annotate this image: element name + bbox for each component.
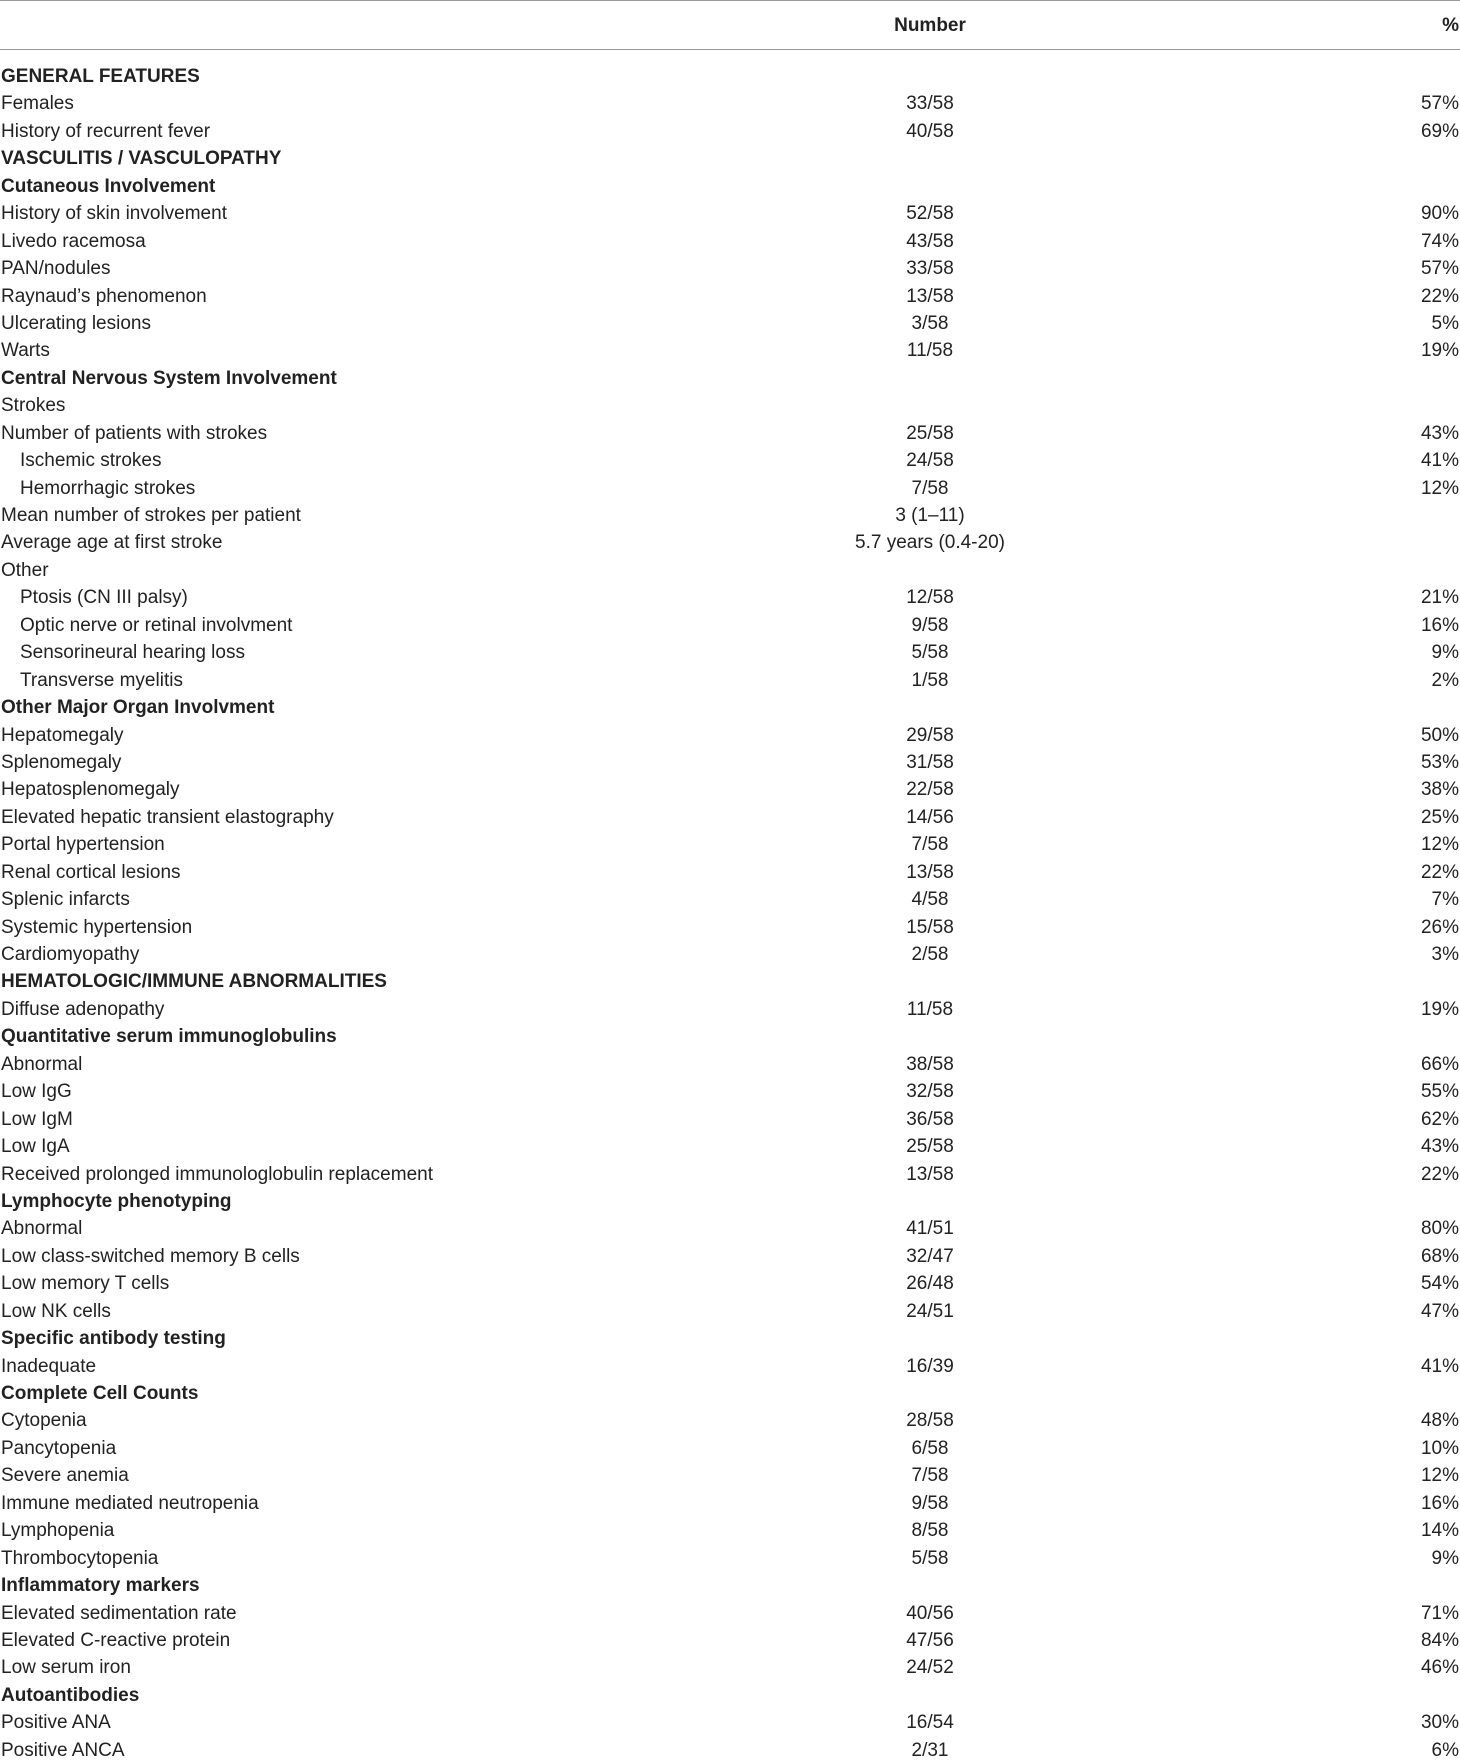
row-label: Warts bbox=[1, 340, 50, 362]
row-label: Sensorineural hearing loss bbox=[20, 642, 245, 664]
row-percent: 2% bbox=[1431, 669, 1459, 691]
row-percent: 50% bbox=[1420, 724, 1459, 746]
table-row bbox=[0, 996, 1460, 1023]
table-row bbox=[0, 1161, 1460, 1188]
row-label: Lymphocyte phenotyping bbox=[1, 1190, 232, 1212]
row-label: Received prolonged immunologlobulin replacement bbox=[1, 1163, 433, 1185]
table-row bbox=[0, 1462, 1460, 1489]
row-number: 5/58 bbox=[911, 1547, 949, 1569]
row-number: 3/58 bbox=[911, 312, 949, 334]
row-number: 38/58 bbox=[906, 1053, 954, 1075]
row-label: Ulcerating lesions bbox=[1, 312, 151, 334]
row-label: Other bbox=[1, 559, 49, 581]
row-number: 5.7 years (0.4-20) bbox=[855, 532, 1005, 554]
row-label: Diffuse adenopathy bbox=[1, 998, 165, 1020]
row-number: 33/58 bbox=[906, 258, 954, 280]
table-row bbox=[0, 1215, 1460, 1242]
table-row bbox=[0, 831, 1460, 858]
table-row bbox=[0, 1545, 1460, 1572]
section-heading-row bbox=[0, 1325, 1460, 1352]
row-label: Low IgM bbox=[1, 1108, 73, 1130]
row-number: 15/58 bbox=[906, 916, 954, 938]
table-body bbox=[0, 50, 1460, 1764]
section-heading-row bbox=[0, 1380, 1460, 1407]
row-percent: 26% bbox=[1420, 916, 1459, 938]
row-number: 24/51 bbox=[906, 1300, 954, 1322]
section-heading-row bbox=[0, 968, 1460, 995]
row-number: 3 (1–11) bbox=[895, 505, 965, 526]
row-label: Quantitative serum immunoglobulins bbox=[1, 1026, 337, 1048]
row-label: Low memory T cells bbox=[1, 1273, 170, 1295]
table-row bbox=[0, 420, 1460, 447]
row-number: 24/52 bbox=[906, 1657, 954, 1679]
row-label: Cytopenia bbox=[1, 1410, 87, 1432]
row-label: Low NK cells bbox=[1, 1300, 111, 1322]
row-label: Elevated sedimentation rate bbox=[1, 1602, 237, 1624]
row-number: 6/58 bbox=[911, 1437, 949, 1459]
row-percent: 55% bbox=[1420, 1081, 1459, 1103]
table-row bbox=[0, 118, 1460, 145]
table-row bbox=[0, 1078, 1460, 1105]
row-percent: 12% bbox=[1420, 477, 1459, 499]
table-row bbox=[0, 1490, 1460, 1517]
row-number: 4/58 bbox=[911, 889, 949, 911]
row-label: Splenic infarcts bbox=[1, 889, 130, 911]
row-number: 47/56 bbox=[906, 1629, 954, 1651]
row-number: 9/58 bbox=[911, 1492, 949, 1514]
row-number: 24/58 bbox=[906, 450, 954, 472]
row-percent: 7% bbox=[1431, 889, 1459, 911]
row-number: 25/58 bbox=[906, 422, 954, 444]
table-row bbox=[0, 612, 1460, 639]
table-row bbox=[0, 1709, 1460, 1736]
row-percent: 22% bbox=[1420, 861, 1459, 883]
table-row bbox=[0, 200, 1460, 227]
row-label: Raynaud’s phenomenon bbox=[1, 285, 207, 307]
table-row bbox=[0, 557, 1460, 584]
row-number: 36/58 bbox=[906, 1108, 954, 1130]
section-heading-row bbox=[0, 173, 1460, 200]
row-number: 32/58 bbox=[906, 1081, 954, 1103]
table-row bbox=[0, 475, 1460, 502]
row-number: 13/58 bbox=[906, 861, 954, 883]
table-row bbox=[0, 392, 1460, 419]
row-number: 9/58 bbox=[911, 614, 949, 636]
row-label: Specific antibody testing bbox=[1, 1328, 226, 1350]
section-heading-row bbox=[0, 1023, 1460, 1050]
row-label: History of recurrent fever bbox=[1, 120, 211, 142]
row-percent: 41% bbox=[1420, 450, 1459, 472]
row-label: Elevated C-reactive protein bbox=[1, 1629, 231, 1651]
table-row bbox=[0, 529, 1460, 556]
row-label: VASCULITIS / VASCULOPATHY bbox=[1, 148, 282, 170]
row-label: Inflammatory markers bbox=[1, 1575, 200, 1597]
table-row bbox=[0, 804, 1460, 831]
row-label: Other Major Organ Involvment bbox=[1, 697, 275, 719]
row-label: Positive ANCA bbox=[1, 1739, 125, 1761]
table-row bbox=[0, 584, 1460, 611]
row-label: Low IgG bbox=[1, 1081, 72, 1103]
row-label: Pancytopenia bbox=[1, 1437, 117, 1459]
table-row bbox=[0, 1270, 1460, 1297]
row-percent: 43% bbox=[1420, 422, 1459, 444]
row-percent: 6% bbox=[1431, 1739, 1459, 1761]
row-label: Elevated hepatic transient elastography bbox=[1, 806, 334, 828]
row-number: 2/58 bbox=[911, 944, 949, 965]
row-percent: 5% bbox=[1431, 312, 1459, 334]
row-label: Inadequate bbox=[1, 1355, 97, 1377]
row-percent: 38% bbox=[1420, 779, 1459, 801]
row-label: Thrombocytopenia bbox=[1, 1547, 159, 1569]
row-number: 41/51 bbox=[906, 1218, 954, 1240]
table-row bbox=[0, 1298, 1460, 1325]
section-heading-row bbox=[0, 63, 1460, 90]
row-percent: 66% bbox=[1420, 1053, 1459, 1075]
table-row bbox=[0, 90, 1460, 117]
table-row bbox=[0, 941, 1460, 968]
row-label: Central Nervous System Involvement bbox=[1, 367, 337, 389]
row-label: Immune mediated neutropenia bbox=[1, 1492, 259, 1514]
row-percent: 48% bbox=[1420, 1410, 1459, 1432]
row-percent: 71% bbox=[1420, 1602, 1459, 1624]
row-number: 7/58 bbox=[911, 1465, 949, 1487]
row-label: Severe anemia bbox=[1, 1465, 129, 1487]
row-percent: 80% bbox=[1420, 1218, 1459, 1240]
row-label: Hepatomegaly bbox=[1, 724, 124, 746]
row-label: Livedo racemosa bbox=[1, 230, 146, 252]
row-percent: 68% bbox=[1420, 1245, 1459, 1267]
table-row bbox=[0, 914, 1460, 941]
table-row bbox=[0, 722, 1460, 749]
table-row bbox=[0, 776, 1460, 803]
section-heading-row bbox=[0, 365, 1460, 392]
row-percent: 74% bbox=[1420, 230, 1459, 252]
row-number: 11/58 bbox=[906, 340, 954, 362]
row-number: 7/58 bbox=[911, 834, 949, 856]
row-number: 2/31 bbox=[911, 1739, 949, 1761]
table-row bbox=[0, 1407, 1460, 1434]
row-label: Portal hypertension bbox=[1, 834, 165, 856]
row-percent: 19% bbox=[1420, 998, 1459, 1020]
row-label: History of skin involvement bbox=[1, 203, 227, 225]
table-row bbox=[0, 283, 1460, 310]
table-row bbox=[0, 859, 1460, 886]
row-percent: 54% bbox=[1420, 1273, 1459, 1295]
table-row bbox=[0, 1051, 1460, 1078]
row-percent: 12% bbox=[1420, 834, 1459, 856]
row-number: 13/58 bbox=[906, 1163, 954, 1185]
row-number: 22/58 bbox=[906, 779, 954, 801]
row-label: Lymphopenia bbox=[1, 1520, 115, 1542]
row-label: Autoantibodies bbox=[1, 1684, 140, 1706]
row-number: 14/56 bbox=[906, 806, 954, 828]
row-number: 25/58 bbox=[906, 1136, 954, 1158]
table-row bbox=[0, 310, 1460, 337]
row-percent: 25% bbox=[1420, 806, 1459, 828]
row-label: Complete Cell Counts bbox=[1, 1383, 199, 1404]
table-row bbox=[0, 502, 1460, 529]
row-number: 26/48 bbox=[906, 1273, 954, 1295]
table-row bbox=[0, 1106, 1460, 1133]
row-label: Low class-switched memory B cells bbox=[1, 1245, 300, 1267]
table-row bbox=[0, 1435, 1460, 1462]
table-row bbox=[0, 228, 1460, 255]
row-label: Number of patients with strokes bbox=[1, 422, 268, 444]
table-row bbox=[0, 749, 1460, 776]
row-label: Renal cortical lesions bbox=[1, 861, 181, 883]
row-number: 8/58 bbox=[911, 1520, 949, 1542]
row-percent: 12% bbox=[1420, 1465, 1459, 1487]
row-number: 43/58 bbox=[906, 230, 954, 252]
row-label: Mean number of strokes per patient bbox=[1, 505, 301, 526]
table-row bbox=[0, 1654, 1460, 1681]
row-percent: 57% bbox=[1420, 93, 1459, 115]
row-percent: 22% bbox=[1420, 285, 1459, 307]
row-label: Abnormal bbox=[1, 1053, 83, 1075]
section-heading-row bbox=[0, 1682, 1460, 1709]
row-percent: 43% bbox=[1420, 1136, 1459, 1158]
row-label: Hemorrhagic strokes bbox=[20, 477, 196, 499]
row-percent: 69% bbox=[1420, 120, 1459, 142]
row-percent: 19% bbox=[1420, 340, 1459, 362]
section-heading-row bbox=[0, 694, 1460, 721]
row-percent: 9% bbox=[1431, 1547, 1459, 1569]
row-percent: 57% bbox=[1420, 258, 1459, 280]
table-row bbox=[0, 1517, 1460, 1544]
row-number: 12/58 bbox=[906, 587, 954, 609]
row-number: 40/56 bbox=[906, 1602, 954, 1624]
row-label: Cutaneous Involvement bbox=[1, 175, 216, 197]
row-percent: 47% bbox=[1420, 1300, 1459, 1322]
row-number: 28/58 bbox=[906, 1410, 954, 1432]
table-row bbox=[0, 337, 1460, 364]
row-percent: 16% bbox=[1420, 614, 1459, 636]
table-row bbox=[0, 1133, 1460, 1160]
row-number: 40/58 bbox=[906, 120, 954, 142]
row-number: 13/58 bbox=[906, 285, 954, 307]
row-number: 11/58 bbox=[906, 998, 954, 1020]
row-percent: 30% bbox=[1420, 1712, 1459, 1734]
table-row bbox=[0, 886, 1460, 913]
row-number: 31/58 bbox=[906, 751, 954, 773]
row-label: Systemic hypertension bbox=[1, 916, 193, 938]
row-percent: 90% bbox=[1420, 203, 1459, 225]
table-row bbox=[0, 667, 1460, 694]
table-row bbox=[0, 447, 1460, 474]
row-label: HEMATOLOGIC/IMMUNE ABNORMALITIES bbox=[1, 971, 387, 993]
row-number: 16/54 bbox=[906, 1712, 954, 1734]
row-percent: 9% bbox=[1431, 642, 1459, 664]
row-percent: 84% bbox=[1420, 1629, 1459, 1651]
table-row bbox=[0, 1353, 1460, 1380]
row-label: Positive ANA bbox=[1, 1712, 111, 1734]
column-header-number: Number bbox=[894, 15, 966, 36]
row-number: 33/58 bbox=[906, 93, 954, 115]
row-number: 16/39 bbox=[906, 1355, 954, 1377]
row-percent: 46% bbox=[1420, 1657, 1459, 1679]
row-percent: 41% bbox=[1420, 1355, 1459, 1377]
row-label: Ischemic strokes bbox=[20, 450, 162, 472]
row-label: Average age at first stroke bbox=[1, 532, 223, 554]
row-percent: 14% bbox=[1420, 1520, 1459, 1542]
row-label: Abnormal bbox=[1, 1218, 83, 1240]
row-label: Transverse myelitis bbox=[20, 669, 183, 691]
row-label: PAN/nodules bbox=[1, 258, 111, 280]
row-percent: 10% bbox=[1420, 1437, 1459, 1459]
table-row bbox=[0, 1243, 1460, 1270]
row-label: Hepatosplenomegaly bbox=[1, 779, 180, 801]
row-label: Strokes bbox=[1, 395, 66, 417]
row-percent: 53% bbox=[1420, 751, 1459, 773]
row-number: 1/58 bbox=[911, 669, 949, 691]
table-row bbox=[0, 639, 1460, 666]
row-number: 5/58 bbox=[911, 642, 949, 664]
table-row bbox=[0, 255, 1460, 282]
row-label: Low IgA bbox=[1, 1136, 70, 1158]
table-header-row bbox=[0, 0, 1460, 50]
row-label: Low serum iron bbox=[1, 1657, 131, 1679]
row-number: 32/47 bbox=[906, 1245, 954, 1267]
row-label: Cardiomyopathy bbox=[1, 944, 140, 965]
section-heading-row bbox=[0, 145, 1460, 172]
row-label: GENERAL FEATURES bbox=[1, 66, 200, 87]
table-row bbox=[0, 1627, 1460, 1654]
row-label: Optic nerve or retinal involvment bbox=[20, 614, 293, 636]
row-number: 29/58 bbox=[906, 724, 954, 746]
row-percent: 22% bbox=[1420, 1163, 1459, 1185]
column-header-percent: % bbox=[1442, 15, 1459, 36]
row-percent: 62% bbox=[1420, 1108, 1459, 1130]
row-number: 52/58 bbox=[906, 203, 954, 225]
row-label: Ptosis (CN III palsy) bbox=[20, 587, 188, 609]
row-label: Females bbox=[1, 93, 74, 115]
table-row bbox=[0, 1600, 1460, 1627]
row-percent: 3% bbox=[1431, 944, 1459, 965]
row-percent: 16% bbox=[1420, 1492, 1459, 1514]
section-heading-row bbox=[0, 1572, 1460, 1599]
row-label: Splenomegaly bbox=[1, 751, 122, 773]
section-heading-row bbox=[0, 1188, 1460, 1215]
row-number: 7/58 bbox=[911, 477, 949, 499]
row-percent: 21% bbox=[1420, 587, 1459, 609]
